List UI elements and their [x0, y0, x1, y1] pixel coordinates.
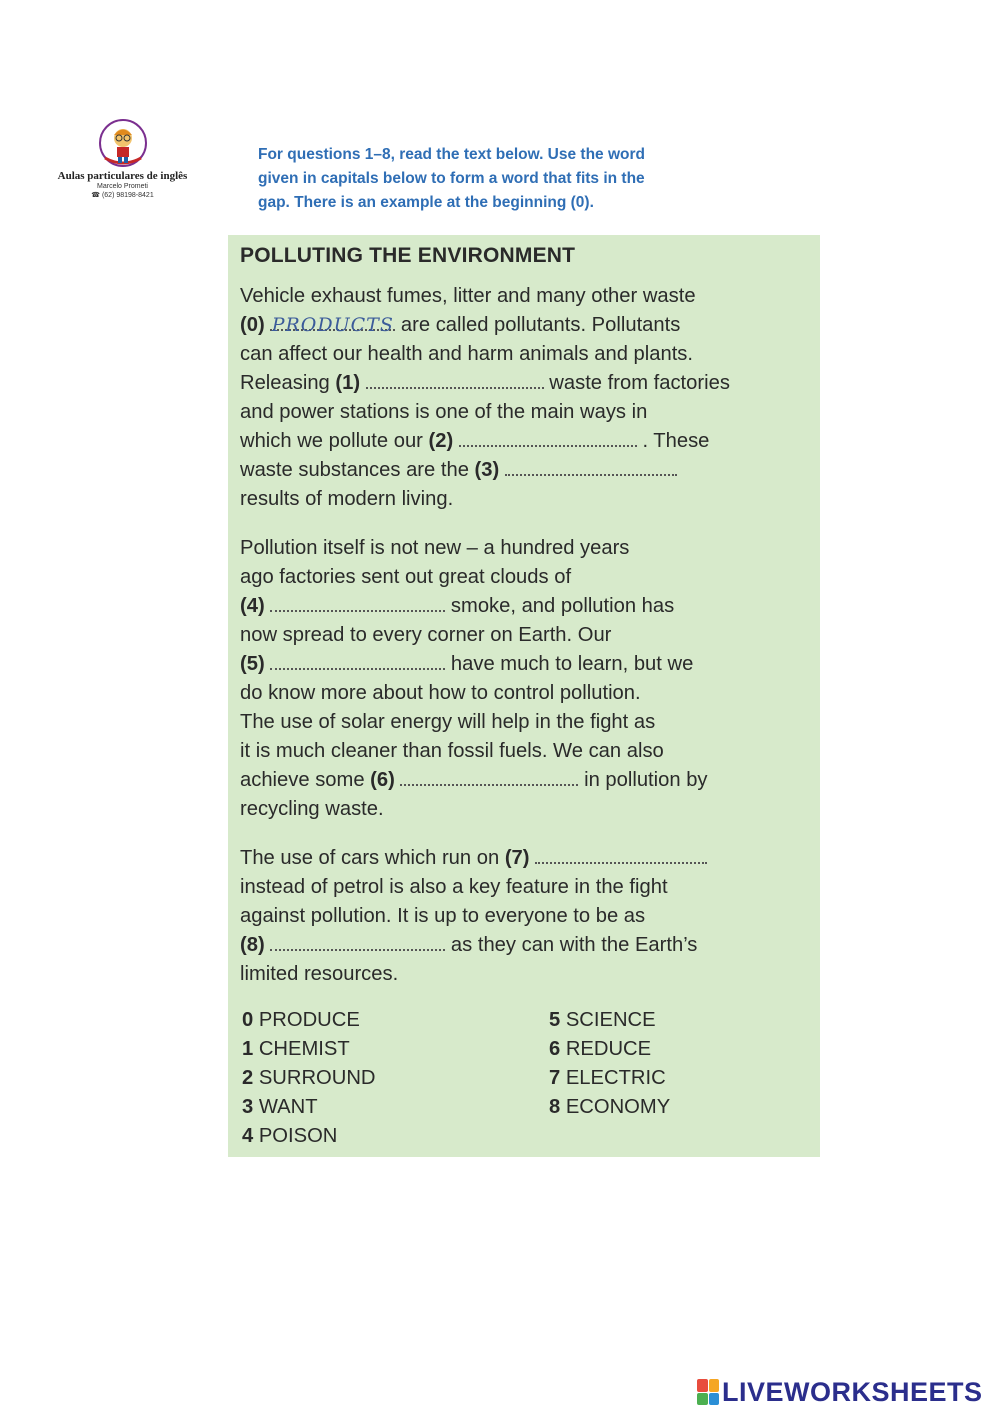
paragraph-3 — [240, 844, 810, 989]
gap-2-input[interactable] — [459, 427, 637, 447]
gap-6-input[interactable] — [400, 766, 578, 786]
gap-1-input[interactable] — [366, 369, 544, 389]
text: now spread to every corner on Earth. Our — [240, 624, 612, 646]
word-text: SCIENCE — [565, 1009, 656, 1031]
logo-square — [709, 1393, 720, 1406]
paragraph-1 — [240, 282, 810, 514]
word-item — [242, 1093, 375, 1122]
word-number: 8 — [549, 1096, 561, 1118]
logo-phone: ☎ (62) 98198-8421 — [91, 192, 154, 199]
text: Vehicle exhaust fumes, litter and many other waste — [240, 285, 696, 307]
text: and power stations is one of the main ways in — [240, 401, 648, 423]
word-item — [549, 1006, 670, 1035]
gap-0-example — [270, 311, 395, 336]
text: The use of solar energy will help in the fight as — [240, 711, 656, 733]
word-item — [549, 1093, 670, 1122]
word-item — [549, 1035, 670, 1064]
brand-name: LIVEWORKSHEETS — [722, 1376, 983, 1407]
word-number: 5 — [549, 1009, 561, 1031]
text: against pollution. It is up to everyone to be as — [240, 905, 646, 927]
text: are called pollutants. Pollutants — [400, 314, 681, 336]
logo-name: Marcelo Prometi — [97, 183, 148, 190]
text: which we pollute our — [240, 430, 423, 452]
instructions-line: For questions 1–8, read the text below. Use the word — [258, 146, 646, 163]
gap-number-4: (4) — [240, 595, 265, 617]
word-item — [242, 1122, 375, 1151]
text: results of modern living. — [240, 488, 454, 510]
text: The use of cars which run on — [240, 847, 500, 869]
instructions-line: given in capitals below to form a word that fits in the — [258, 170, 645, 187]
logo-phone-text: (62) 98198-8421 — [101, 192, 154, 199]
text: Pollution itself is not new – a hundred years — [240, 537, 630, 559]
word-text: POISON — [258, 1125, 338, 1147]
text: smoke, and pollution has — [450, 595, 675, 617]
text: . These — [642, 430, 710, 452]
text: ago factories sent out great clouds of — [240, 566, 572, 588]
word-number: 2 — [242, 1067, 254, 1089]
word-number: 6 — [549, 1038, 561, 1060]
gap-number-5: (5) — [240, 653, 265, 675]
word-number: 7 — [549, 1067, 561, 1089]
gap-number-3: (3) — [474, 459, 500, 481]
article — [240, 244, 810, 1009]
word-text: PRODUCE — [258, 1009, 360, 1031]
word-item — [242, 1035, 375, 1064]
word-text: CHEMIST — [258, 1038, 350, 1060]
text: Releasing — [240, 372, 330, 394]
logo-square — [709, 1379, 720, 1392]
liveworksheets-logo-icon — [697, 1379, 719, 1405]
text: as they can with the Earth’s — [450, 934, 698, 956]
example-answer: PRODUCTS — [271, 314, 394, 336]
logo-square — [697, 1379, 708, 1392]
word-number: 0 — [242, 1009, 254, 1031]
gap-number-2: (2) — [428, 430, 454, 452]
gap-number-1: (1) — [335, 372, 361, 394]
word-item — [549, 1064, 670, 1093]
gap-8-input[interactable] — [270, 931, 445, 951]
gap-5-input[interactable] — [270, 650, 445, 670]
word-list-right — [549, 1006, 670, 1122]
gap-number-7: (7) — [504, 847, 530, 869]
logo-title: Aulas particulares de inglês — [57, 170, 188, 182]
word-number: 1 — [242, 1038, 254, 1060]
instructions — [258, 143, 698, 215]
text: it is much cleaner than fossil fuels. We can also — [240, 740, 664, 762]
tutor-avatar-icon — [95, 118, 151, 168]
gap-4-input[interactable] — [270, 592, 445, 612]
word-text: REDUCE — [565, 1038, 652, 1060]
word-item — [242, 1064, 375, 1093]
word-item — [242, 1006, 375, 1035]
word-text: ELECTRIC — [565, 1067, 666, 1089]
gap-number-8: (8) — [240, 934, 265, 956]
text: waste from factories — [549, 372, 730, 394]
gap-7-input[interactable] — [535, 844, 707, 864]
text: have much to learn, but we — [450, 653, 694, 675]
text: waste substances are the — [240, 459, 469, 481]
word-number: 3 — [242, 1096, 254, 1118]
text: recycling waste. — [240, 798, 384, 820]
text: do know more about how to control pollution. — [240, 682, 641, 704]
text: achieve some — [240, 769, 365, 791]
gap-3-input[interactable] — [505, 456, 677, 476]
text: can affect our health and harm animals and plants. — [240, 343, 694, 365]
paragraph-2 — [240, 534, 810, 824]
word-text: SURROUND — [258, 1067, 376, 1089]
word-text: ECONOMY — [565, 1096, 671, 1118]
tutor-logo — [40, 118, 205, 200]
gap-number-0: (0) — [240, 314, 265, 336]
text: limited resources. — [240, 963, 399, 985]
word-text: WANT — [258, 1096, 318, 1118]
instructions-line: gap. There is an example at the beginning (0). — [258, 194, 594, 211]
text: instead of petrol is also a key feature in the fight — [240, 876, 668, 898]
word-number: 4 — [242, 1125, 254, 1147]
word-list-left — [242, 1006, 375, 1151]
article-title: POLLUTING THE ENVIRONMENT — [240, 244, 576, 267]
liveworksheets-brand[interactable] — [697, 1375, 983, 1409]
text: in pollution by — [584, 769, 708, 791]
gap-number-6: (6) — [370, 769, 395, 791]
logo-square — [697, 1393, 708, 1406]
